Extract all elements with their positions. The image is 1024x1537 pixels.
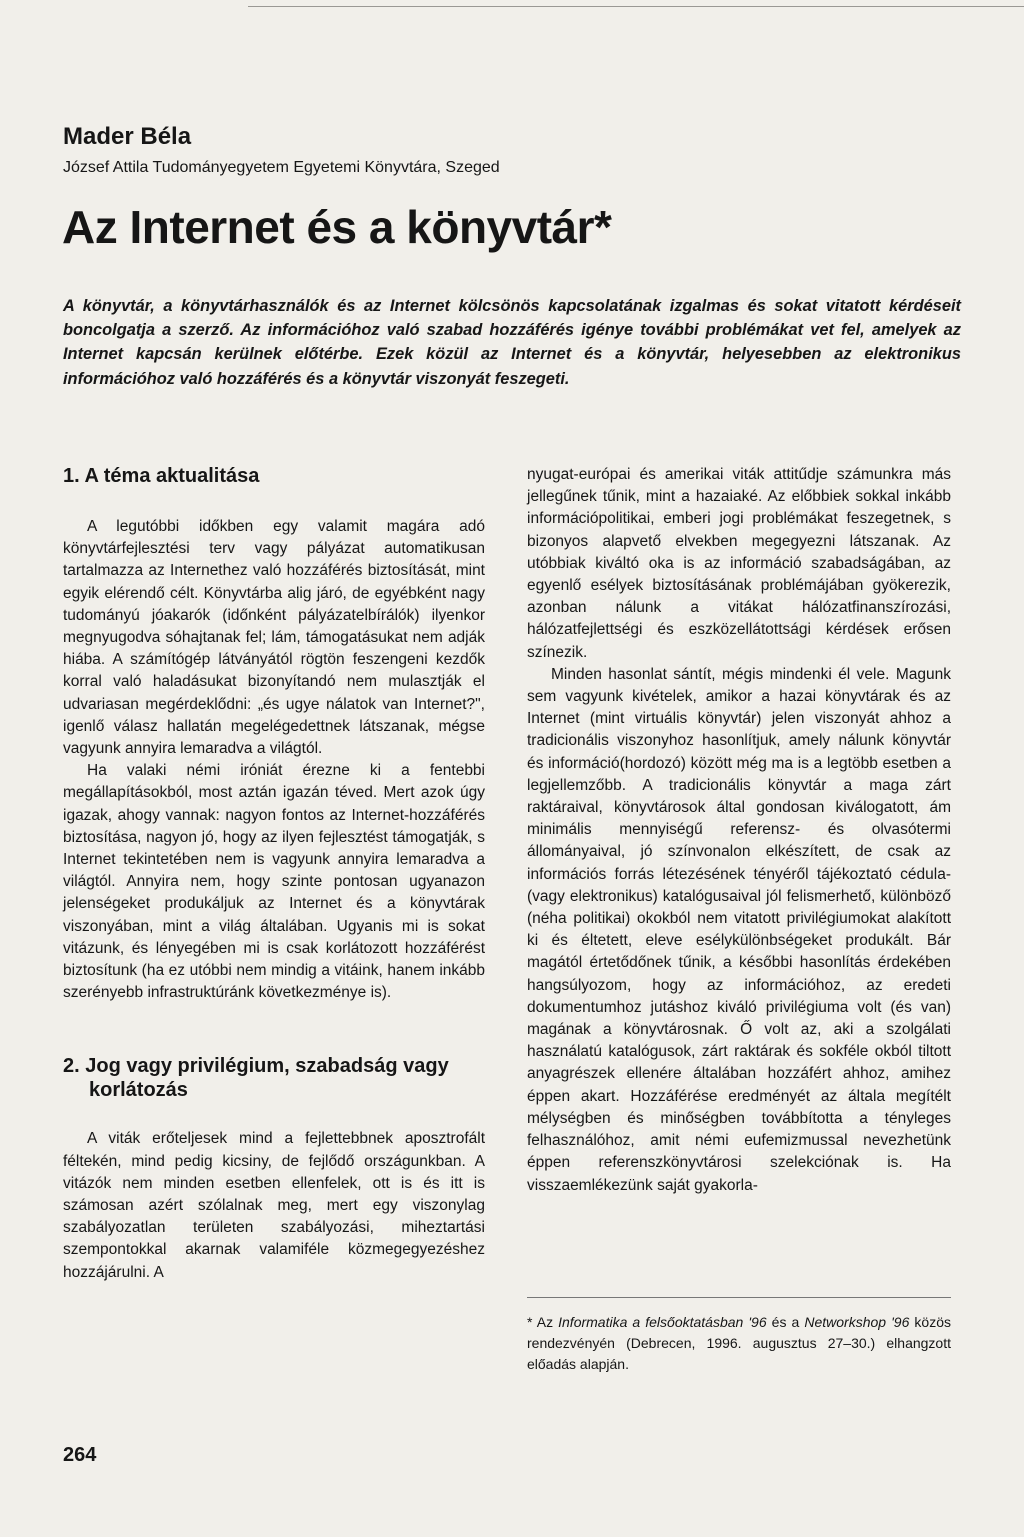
footnote-text-pre: Az: [536, 1314, 559, 1330]
section-1-paragraph-2: Ha valaki némi iróniát érezne ki a fentebbi megállapításokból, most aztán igazán téved. Mert azok úgy igazak, ahogy vannak: nagyon fontos az Internet-hozzáférés biztosítása, nagyon jó, hogy az ilyen fejlesztést támogatják, s Internet tekintetében nem is vagyunk annyira lemaradva a világtól. Annyira nem, hogy szinte pontosan ugyanazon jelenségeket produkáljuk az Internet és a könyvtárak viszonyában, mint a világ általában. Ugyanis mi is sokat vitázunk, és lényegében mi is csak korlátozott hozzáférést biztosítunk (ha ez utóbbi nem mindig a vitáink, hanem inkább szerényebb infrastruktúránk következménye is).: [63, 762, 485, 1002]
abstract: A könyvtár, a könyvtárhasználók és az Internet kölcsönös kapcsolatának izgalmas és sokat vitatott kérdéseit boncolgatja a szerző. Az információhoz való szabad hozzáférés igénye további problémákat vet fel, amelyek az Internet kapcsán kerülnek előtérbe. Ezek közül az Internet és a könyvtár, helyesebben az elektronikus információhoz való hozzáférés és a könyvtár viszonyát feszegeti.: [63, 297, 961, 388]
right-paragraph-2: Minden hasonlat sántít, mégis mindenki él vele. Magunk sem vagyunk kivételek, amikor a hazai könyvtárak és az Internet (mint virtuális könyvtár) jelen viszonyát ahhoz a tradicionális viszonyhoz hasonlítjuk, amely nálunk könyvtár és információ(hordozó) között még ma is a legtöbb esetben a legjellemzőbb. A tradicionális könyvtár a maga zárt raktáraival, könyvtárosok által gondosan kiválogatott, ám minimális mennyiségű referensz- és olvasótermi állományaival, jó színvonalon elkészített, de csak az információs forrás létezésének tényéről tájékoztató cédula- (vagy elektronikus) katalógusaival jól felismerhető, különböző (néha politikai) okokból nem vitatott privilégiumokat alakított ki és éltetett, eleve esélykülönbségeket produkált. Bár magától értetődőnek tűnik, a későbbi hasonlítás érdekében hangsúlyozom, hogy az információhoz, az eredeti dokumentumhoz jutáshoz kiváló privilégiuma volt (és van) magának a könyvtárosnak. Ő volt az, aki a szolgálati használatú katalógusok, zárt raktárak és sokféle okból tiltott anyagrészek ellenére általában hozzáfért ahhoz, amihez éppen akart. Hozzáférése eredményét az általa megítélt mélységben és minőségben továbbította a tényleges felhasználóhoz, amit némi eufemizmussal nevezhetünk éppen referenszkönyvtárosi szelekciónak is. Ha visszaemlékezünk saját gyakorla-: [527, 665, 951, 1194]
footnote-event-1: Informatika a felsőoktatásban '96: [558, 1314, 767, 1330]
footnote-text-post: közös rendezvényén (Debrecen, 1996. augusztus 27–30.) elhangzott előadás alapján.: [527, 1314, 951, 1372]
author-affiliation: József Attila Tudományegyetem Egyetemi Könyvtára, Szeged: [63, 159, 500, 176]
footnote-rule: [527, 1297, 951, 1298]
left-column: [63, 464, 485, 1284]
footnote-event-2: Networkshop '96: [804, 1314, 910, 1330]
right-paragraph-1: nyugat-európai és amerikai viták attitűdje számunkra más jellegűnek tűnik, mint a hazaiaké. Az előbbiek sokkal inkább információpolitikai, emberi jogi problémákat feszegetnek, s bizonyos alapvető elvekben megegyezni látszanak. Az utóbbiak kiváltó oka is az információ szabadságában, az egyenlő esélyek biztosításának problémájában gyökerezik, azonban nálunk a vitákat hálózatfinanszírozási, hálózatfejlettségi és eszközellátottsági kérdések erősen színezik.: [527, 466, 951, 661]
article-title: Az Internet és a könyvtár*: [62, 201, 612, 253]
footnote: [527, 1312, 951, 1375]
top-rule: [248, 6, 1024, 7]
section-2-heading: 2. Jog vagy privilégium, szabadság vagy korlátozás: [63, 1055, 449, 1102]
author-name: Mader Béla: [63, 123, 192, 150]
section-1-paragraph-1: A legutóbbi időkben egy valamit magára adó könyvtárfejlesztési terv vagy pályázat automatikusan tartalmazza az Internethez való hozzáférés biztosítását, mint egyik elérendő célt. Könyvtárba alig járó, de egyébként nagy tudományú jóakarók (időnként pályázatelbírálók) ilyenkor megnyugodva sóhajtanak fel; lám, támogatásukat nem adják hiába. A számítógép látványától rögtön feszengeni kezdők korral való haladásukat bizonyítandó nem mulasztják el udvariasan megérdeklődni: „és ugye nálatok van Internet?", igenlő válasz hallatán megelégedettnek látszanak, mégse vagyunk annyira lemaradva a világtól.: [63, 518, 485, 758]
section-1-heading: 1. A téma aktualitása: [63, 465, 260, 487]
page-number: 264: [63, 1444, 97, 1466]
section-2-paragraph-1: A viták erőteljesek mind a fejlettebbnek aposztrofált féltekén, mind pedig kicsiny, de fejlődő országunkban. A vitázók nem minden esetben ellenfelek, ott is és itt is számosan azért szólalnak meg, mert egy viszonylag szabályozatlan területen szabályozási, miheztartási szempontokkal akarnak valamiféle közmegegyezéshez hozzájárulni. A: [63, 1130, 485, 1281]
footnote-text-mid: és a: [766, 1314, 805, 1330]
right-column: [527, 464, 951, 1197]
footnote-marker: *: [527, 1314, 533, 1330]
